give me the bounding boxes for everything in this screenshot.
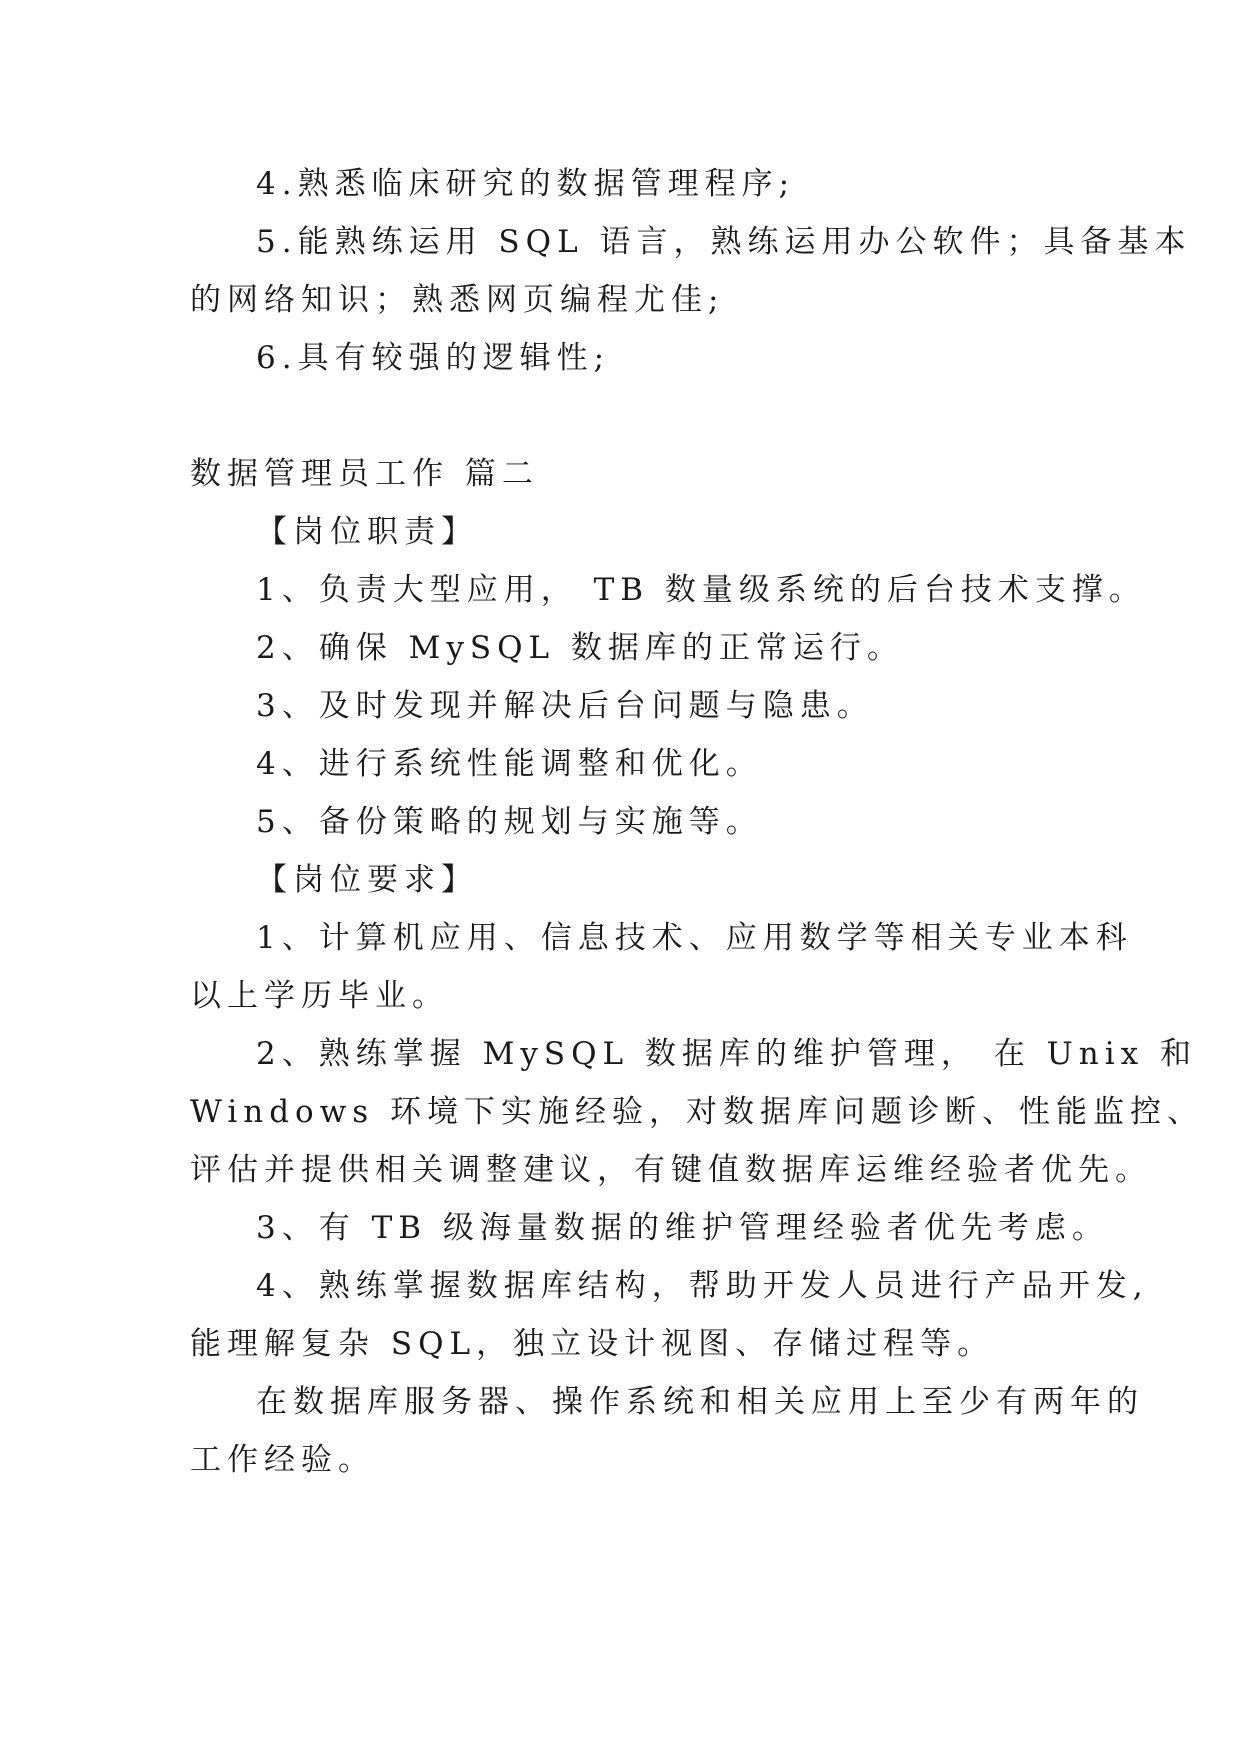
text-line: 工作经验。 bbox=[190, 1442, 375, 1478]
text-line: 1、计算机应用、信息技术、应用数学等相关专业本科 bbox=[256, 920, 1133, 956]
subheading-duties: 【岗位职责】 bbox=[256, 514, 478, 550]
text-line: 2、确保 MySQL 数据库的正常运行。 bbox=[256, 630, 904, 666]
text-line: 评估并提供相关调整建议，有键值数据库运维经验者优先。 bbox=[190, 1152, 1152, 1188]
text-line: 以上学历毕业。 bbox=[190, 978, 449, 1014]
section-heading: 数据管理员工作 篇二 bbox=[190, 456, 539, 492]
text-line: 6.具有较强的逻辑性; bbox=[256, 340, 611, 376]
text-line: 1、负责大型应用， TB 数量级系统的后台技术支撑。 bbox=[256, 572, 1146, 608]
text-line: 3、有 TB 级海量数据的维护管理经验者优先考虑。 bbox=[256, 1210, 1109, 1246]
text-line: 在数据库服务器、操作系统和相关应用上至少有两年的 bbox=[256, 1384, 1144, 1420]
text-line: 5.能熟练运用 SQL 语言，熟练运用办公软件；具备基本 bbox=[256, 224, 1192, 260]
text-line: 的网络知识；熟悉网页编程尤佳; bbox=[190, 282, 725, 318]
text-line: 2、熟练掌握 MySQL 数据库的维护管理， 在 Unix 和 bbox=[256, 1036, 1197, 1072]
text-line: Windows 环境下实施经验，对数据库问题诊断、性能监控、 bbox=[190, 1094, 1205, 1130]
text-line: 能理解复杂 SQL，独立设计视图、存储过程等。 bbox=[190, 1326, 995, 1362]
text-line: 3、及时发现并解决后台问题与隐患。 bbox=[256, 688, 874, 724]
text-line: 5、备份策略的规划与实施等。 bbox=[256, 804, 763, 840]
text-line: 4、进行系统性能调整和优化。 bbox=[256, 746, 763, 782]
text-line: 4.熟悉临床研究的数据管理程序; bbox=[256, 166, 796, 202]
text-line: 4、熟练掌握数据库结构，帮助开发人员进行产品开发, bbox=[256, 1268, 1149, 1304]
subheading-requirements: 【岗位要求】 bbox=[256, 862, 478, 898]
